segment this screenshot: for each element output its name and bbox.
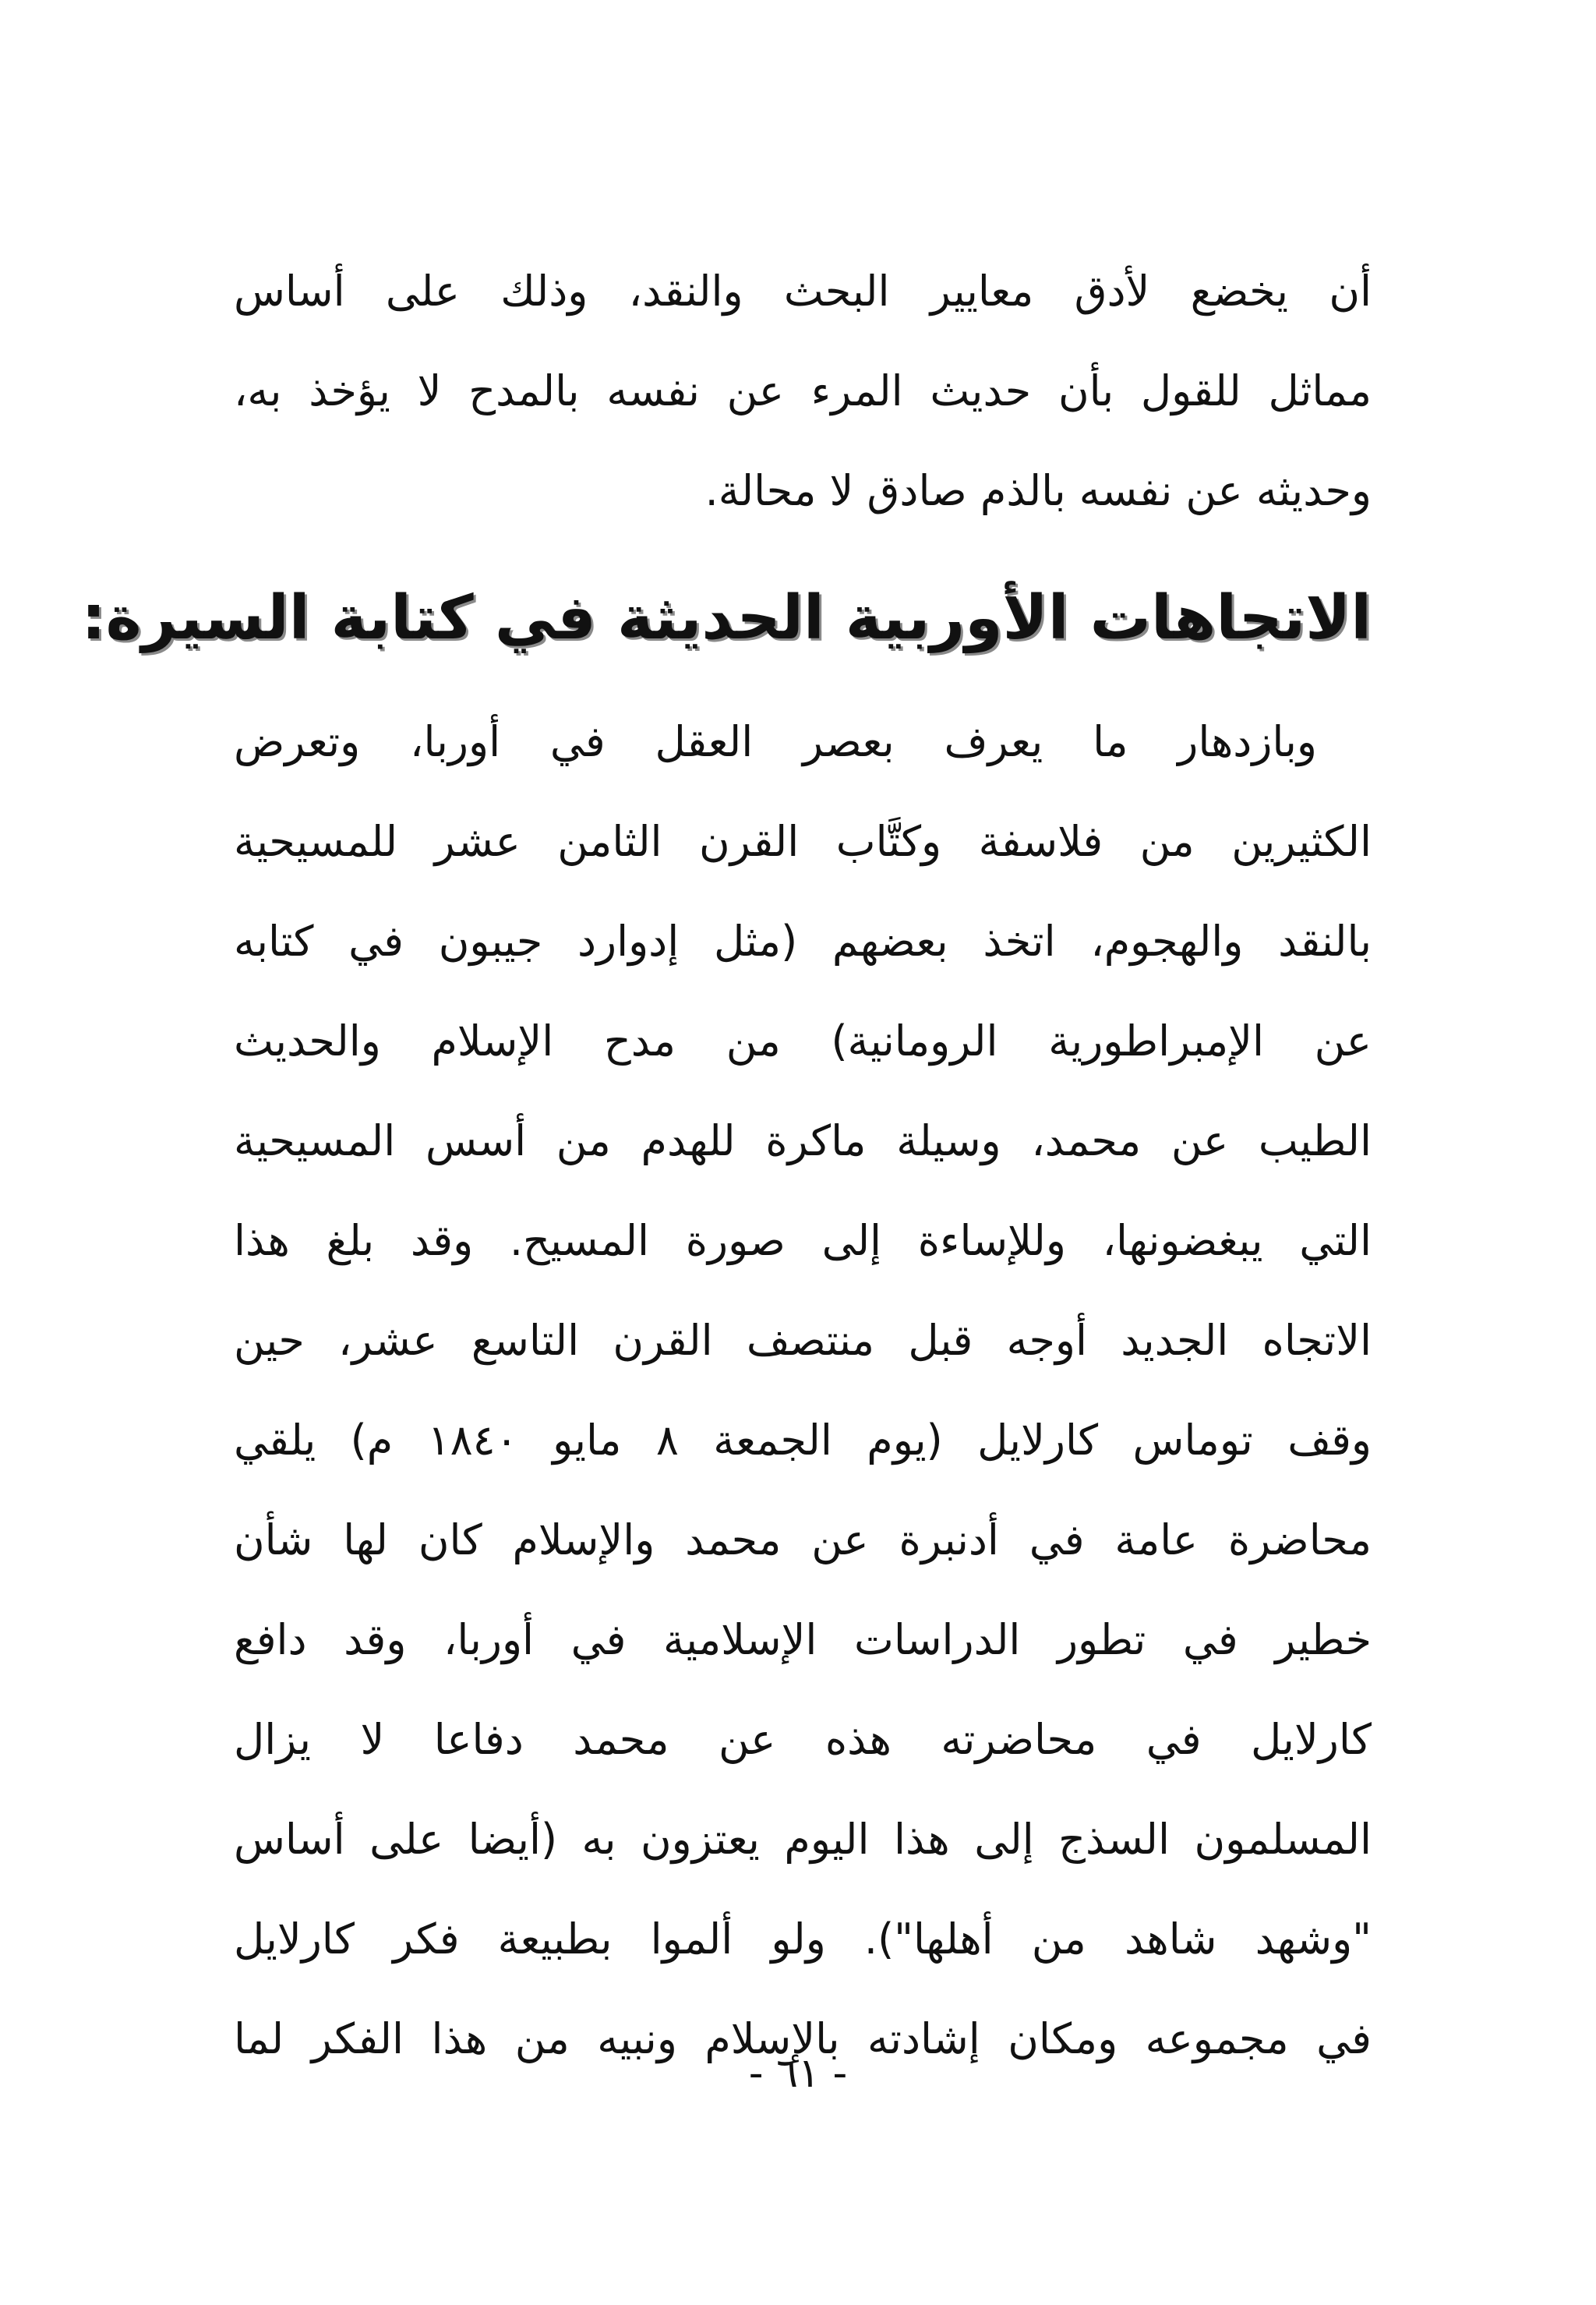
- text-line: "وشهد شاهد من أهلها"). ولو ألموا بطبيعة فكر كارلايل: [234, 1914, 1372, 1964]
- intro-paragraph: [234, 242, 1372, 541]
- text-line: التي يبغضونها، وللإساءة إلى صورة المسيح. وقد بلغ هذا: [234, 1216, 1372, 1265]
- text-line: الطيب عن محمد، وسيلة ماكرة للهدم من أسس المسيحية: [234, 1116, 1372, 1165]
- text-line: وحديثه عن نفسه بالذم صادق لا محالة.: [704, 466, 1372, 515]
- text-line: وقف توماس كارلايل (يوم الجمعة ٨ مايو ١٨٤٠ م) يلقي: [234, 1416, 1372, 1465]
- text-line: في مجموعه ومكان إشادته بالإسلام ونبيه من هذا الفكر لما: [234, 2014, 1372, 2063]
- body-paragraph: [234, 692, 1372, 2089]
- text-line: خطير في تطور الدراسات الإسلامية في أوربا، وقد دافع: [234, 1615, 1372, 1664]
- text-line: مماثل للقول بأن حديث المرء عن نفسه بالمدح لا يؤخذ به،: [234, 366, 1372, 415]
- page-number: - ٦١ -: [748, 2050, 848, 2097]
- section-heading: الاتجاهات الأوربية الحديثة في كتابة السيرة:: [81, 583, 1372, 653]
- text-line: المسلمون السذج إلى هذا اليوم يعتزون به (أيضا على أساس: [234, 1815, 1372, 1864]
- text-line: وبازدهار ما يعرف بعصر العقل في أوربا، وتعرض: [234, 717, 1317, 766]
- text-line: الاتجاه الجديد أوجه قبل منتصف القرن التاسع عشر، حين: [234, 1316, 1372, 1365]
- text-line: الكثيرين من فلاسفة وكتَّاب القرن الثامن عشر للمسيحية: [234, 817, 1372, 866]
- text-line: بالنقد والهجوم، اتخذ بعضهم (مثل إدوارد جيبون في كتابه: [234, 917, 1372, 966]
- text-line: عن الإمبراطورية الرومانية) من مدح الإسلام والحديث: [234, 1016, 1372, 1066]
- text-line: أن يخضع لأدق معايير البحث والنقد، وذلك على أساس: [234, 267, 1372, 316]
- text-line: محاضرة عامة في أدنبرة عن محمد والإسلام كان لها شأن: [234, 1515, 1372, 1564]
- text-line: كارلايل في محاضرته هذه عن محمد دفاعا لا يزال: [234, 1715, 1372, 1764]
